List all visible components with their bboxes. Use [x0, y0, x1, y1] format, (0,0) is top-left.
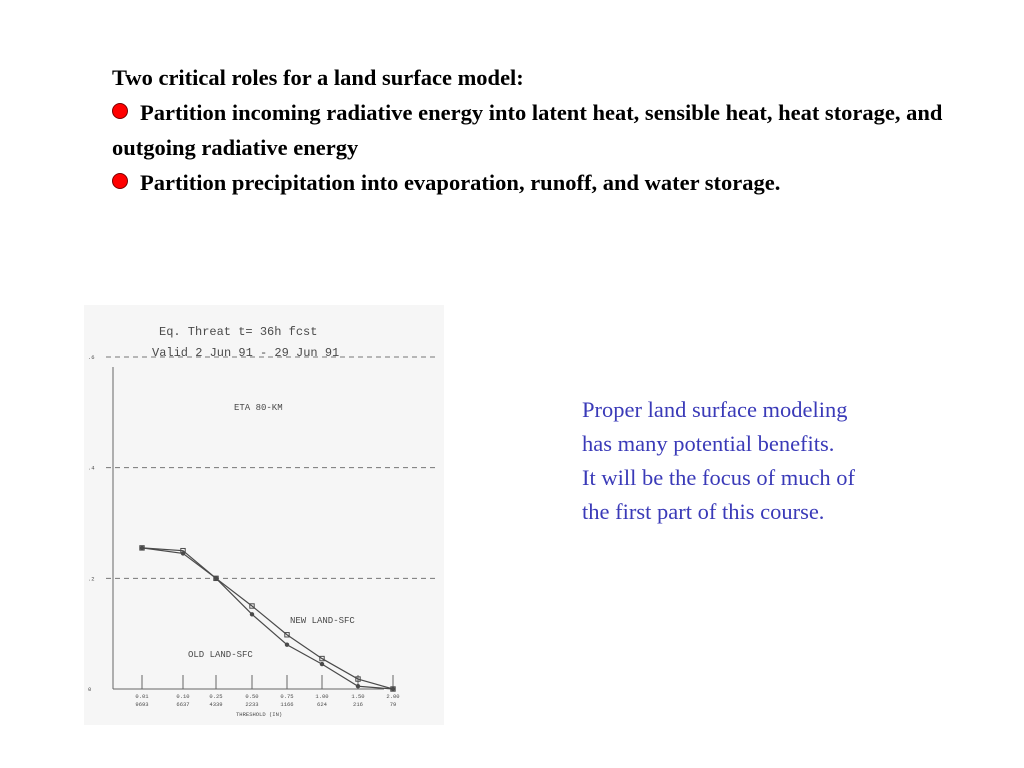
side-note-line-1: Proper land surface modeling — [582, 397, 848, 422]
old-land-sfc-point — [356, 684, 360, 688]
y-tick-label: .4 — [88, 464, 95, 472]
x-tick-count: 4339 — [209, 701, 223, 708]
intro-text — [112, 60, 962, 200]
bullet-item-2 — [112, 165, 962, 200]
x-tick-label: 1.50 — [351, 693, 365, 700]
bullet-text-1: Partition incoming radiative energy into latent heat, sensible heat, heat storage, and outgoing radiative energy — [112, 100, 943, 160]
x-tick-count: 216 — [353, 701, 363, 708]
x-tick-count: 1166 — [280, 701, 294, 708]
x-axis-label: THRESHOLD (IN) — [236, 711, 283, 718]
bullet-item-1 — [112, 95, 962, 165]
old-land-sfc-point — [250, 612, 254, 616]
x-tick-label: 2.00 — [386, 693, 400, 700]
y-tick-label: .2 — [88, 575, 95, 583]
x-tick-label: 0.25 — [209, 693, 223, 700]
bullet-dot-icon — [112, 103, 128, 119]
y-tick-label: 0 — [88, 686, 92, 693]
bullet-text-2: Partition precipitation into evaporation, runoff, and water storage. — [140, 170, 781, 195]
old-land-sfc-label: OLD LAND-SFC — [188, 650, 253, 660]
old-land-sfc-point — [285, 643, 289, 647]
chart-canvas — [84, 305, 444, 725]
side-note-line-4: the first part of this course. — [582, 499, 825, 524]
chart-title: Eq. Threat t= 36h fcst — [159, 325, 318, 339]
x-tick-label: 0.01 — [135, 693, 149, 700]
old-land-sfc-point — [391, 687, 395, 691]
heading: Two critical roles for a land surface model: — [112, 65, 524, 90]
x-tick-count: 79 — [389, 701, 397, 708]
chart-subtitle: Valid 2 Jun 91 - 29 Jun 91 — [152, 346, 340, 360]
threat-score-chart — [84, 305, 444, 730]
old-land-sfc-point — [181, 551, 185, 555]
old-land-sfc-point — [320, 662, 324, 666]
chart-annotation: ETA 80-KM — [234, 403, 283, 413]
side-note-line-3: It will be the focus of much of — [582, 465, 856, 490]
x-tick-count: 624 — [317, 701, 327, 708]
old-land-sfc-point — [140, 546, 144, 550]
x-tick-count: 6637 — [176, 701, 190, 708]
x-tick-label: 0.75 — [280, 693, 294, 700]
x-tick-count: 2233 — [245, 701, 259, 708]
side-note — [582, 393, 962, 529]
y-tick-label: .6 — [88, 354, 95, 361]
side-note-line-2: has many potential benefits. — [582, 431, 835, 456]
x-tick-label: 0.50 — [245, 693, 259, 700]
bullet-dot-icon — [112, 173, 128, 189]
x-tick-label: 0.10 — [176, 693, 190, 700]
old-land-sfc-point — [214, 576, 218, 580]
x-tick-count: 9693 — [135, 701, 149, 708]
x-tick-label: 1.00 — [315, 693, 329, 700]
new-land-sfc-label: NEW LAND-SFC — [290, 616, 355, 626]
